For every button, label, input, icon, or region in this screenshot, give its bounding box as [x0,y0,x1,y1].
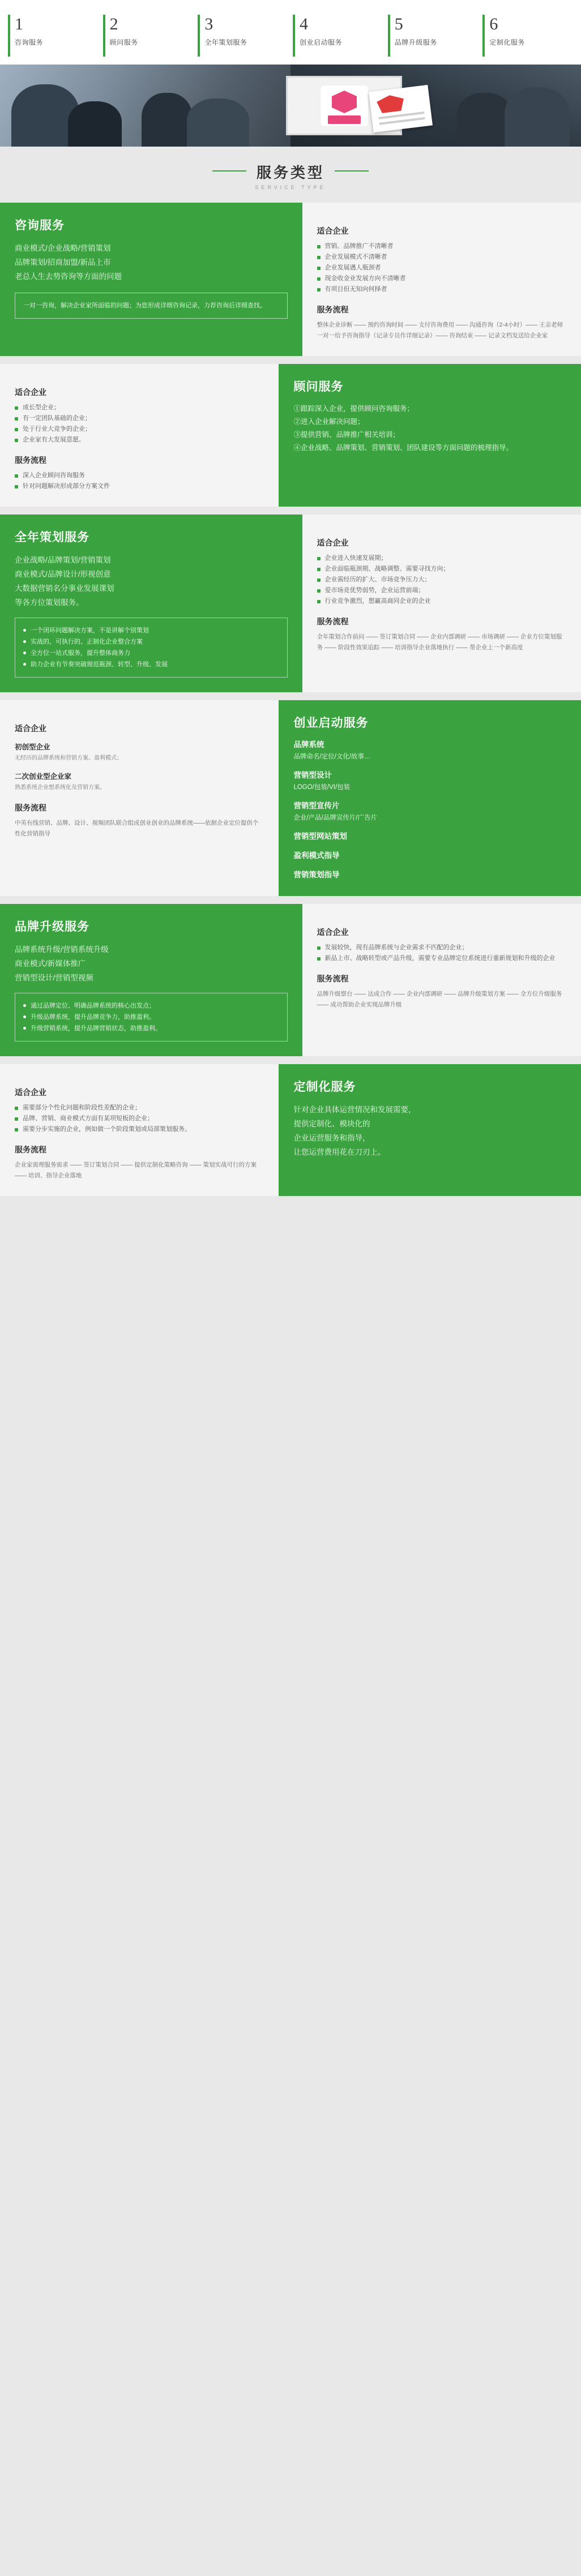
step-accent-bar [293,15,295,57]
step-label: 顾问服务 [109,38,138,46]
list-item: 需要部分个性化问题和阶段性差配的企业； [15,1103,264,1113]
yearplan-lead-line: 商业模式/品牌设计/形视创意 [15,570,111,578]
list-item: ②进入企业解决问题； [293,418,365,426]
list-item: 营销、品牌推广不清晰者 [317,241,566,252]
step-label: 全年策划服务 [204,38,247,46]
list-item: 针对问题解决形成部分方案文件 [15,481,264,492]
yearplan-suit-head: 适合企业 [317,538,349,547]
startup-suit-item-text: 无经历的品牌系统和营销方案、盈利模式； [15,755,122,761]
startup-suit-item-head: 二次创业型企业家 [15,773,72,781]
upgrade-flow-text: 品牌升级察台 —— 达成合作 —— 企业内部调研 —— 品牌升级策划方案 —— 全方位升级服务 —— 成功帮助企业实现品牌升级 [317,991,562,1008]
list-item: 有一定团队基础的企业； [15,413,264,424]
list-item: 升级品牌系统，提升品牌竞争力，助推盈利。 [23,1011,279,1023]
consult-title: 咨询服务 [15,219,65,232]
startup-suit-item-head: 初创型企业 [15,743,50,751]
poster-page [0,0,581,1204]
advisor-side-panel [0,364,279,507]
startup-feature-head: 品牌系统 [293,740,324,749]
upgrade-bullet-box [15,993,288,1041]
upgrade-main-panel [0,904,302,1056]
list-item: 现金收金业发展方向不清晰者 [317,273,566,284]
list-item: 全方位一站式服务，提升整体商务力 [23,648,279,659]
custom-side-panel [0,1064,279,1196]
custom-main-panel [279,1064,581,1196]
advisor-flow-list [15,470,264,492]
step-number: 2 [109,15,118,33]
advisor-suit-head: 适合企业 [15,388,46,397]
consult-main-panel [0,203,302,356]
service-block-startup [0,700,581,904]
consult-lead-line: 老总人生去势咨询等方面的问题 [15,272,122,281]
list-item: 企业家有大发展意愿。 [15,435,264,445]
step-number: 5 [394,15,403,33]
startup-feature-head: 营销策划指导 [293,871,340,879]
upgrade-flow-head: 服务流程 [317,974,349,983]
section-header [0,147,581,203]
consult-lead-line: 品牌策划/招商加盟/新品上市 [15,258,111,267]
yearplan-flow-text: 全年策划合作前问 —— 签订策划合同 —— 企业内部调研 —— 市场调研 —— 企业方位策划服务 —— 阶段性效果追踪 —— 培训指导企业落地执行 —— 帮企业上一个新高度 [317,633,562,651]
step-accent-bar [8,15,10,57]
shield-icon [376,93,405,114]
step-item-5[interactable] [386,12,481,50]
advisor-numbered-list [293,402,566,455]
step-accent-bar [103,15,105,57]
step-label: 定制化服务 [489,38,525,46]
list-item: 发展较快，现有品牌系统与企业需求不匹配的企业； [317,942,566,953]
startup-feature-head: 营销型设计 [293,771,332,779]
page-title: 服务类型 [257,161,324,182]
step-item-4[interactable] [290,12,386,50]
startup-side-panel [0,700,279,896]
step-number: 4 [300,15,309,33]
list-item: 助力企业有节奏突破规范瓶颈、转型、升级、发展 [23,659,279,670]
step-number: 3 [204,15,213,33]
person-silhouette [187,98,249,147]
startup-flow-text: 中英有线营销、品牌、设计、视频团队联合组成创业创业的品牌系统——依据企业定位提供个性化营销指导 [15,820,259,837]
list-item: ④企业战略、品牌策划、营销策划、团队建设等方面问题的梳理指导。 [293,444,513,452]
list-item: 处于行业大竞争的企业； [15,424,264,435]
yearplan-flow-head: 服务流程 [317,617,349,626]
custom-lead-line: 企业运营服务和指导， [293,1134,370,1142]
step-item-2[interactable] [101,12,196,50]
ribbon-shape [328,115,361,124]
service-block-custom [0,1064,581,1204]
advisor-title: 顾问服务 [293,380,344,393]
startup-feature-head: 盈利模式指导 [293,851,340,860]
step-item-3[interactable] [195,12,290,50]
step-accent-bar [482,15,485,57]
list-item: 新品上市、战略转型或产品升级，需要专业品牌定位系统进行重新规划和升级的企业 [317,953,566,964]
logo-badge [321,85,368,126]
advisor-main-panel [279,364,581,507]
step-accent-bar [388,15,390,57]
list-item: 实战的、可执行的、正制化企业整合方案 [23,636,279,648]
list-item: 升级营销系统，提升品牌营销状态，助推盈利。 [23,1023,279,1034]
advisor-flow-head: 服务流程 [15,456,46,465]
upgrade-suit-head: 适合企业 [317,928,349,937]
consult-lead-line: 商业模式/企业战略/营销策划 [15,244,111,252]
advisor-suit-list [15,402,264,445]
list-item: 企业发展遇人瓶颈者 [317,263,566,273]
consult-flow-text: 整体企业诊断 —— 预约咨询时间 —— 支付咨询费用 —— 沟通咨询（2-4小时）—— 王亲老师一对一给予咨询指导（记录专员作详细记录）—— 咨询结束 —— 记录文档发送给企业家 [317,322,563,339]
list-item: 成长型企业； [15,402,264,413]
list-item: 需要分步实施的企业，例如做一个阶段策划或局部策划服务。 [15,1124,264,1135]
service-block-yearplan [0,515,581,700]
list-item: 企业面临瓶颈期、战略调整、需要寻找方向； [317,564,566,575]
hexagon-icon [332,91,357,113]
upgrade-side-panel [302,904,581,1056]
step-label: 品牌升级服务 [394,38,437,46]
custom-flow-text: 企业家需理服务需求 —— 签订策划合同 —— 提供定制化策略咨询 —— 策划实战可行的方案 —— 培训、指导企业落地 [15,1161,257,1179]
step-number: 6 [489,15,498,33]
upgrade-lead-line: 品牌系统升级/营销系统升级 [15,945,109,954]
startup-main-panel [279,700,581,896]
step-accent-bar [198,15,200,57]
list-item: 行业竞争激烈，想赢高商同企业的企业 [317,596,566,607]
startup-suit-item-text: 熟悉系统企业想系统化及营销方案。 [15,785,105,791]
custom-flow-head: 服务流程 [15,1145,46,1154]
upgrade-lead-line: 营销型设计/营销型视频 [15,974,93,982]
consult-flow-head: 服务流程 [317,305,349,314]
consult-quote-box: 一对一咨询，解决企业家所面临的问题；为您形成详细咨询记录，力荐咨询后详细查找。 [15,293,288,319]
consult-suit-head: 适合企业 [317,226,349,235]
yearplan-title: 全年策划服务 [15,531,89,544]
step-item-1[interactable] [6,12,101,50]
service-block-consult [0,203,581,364]
list-item: 通过品牌定位、明确品牌系统的核心出发点； [23,1000,279,1011]
yearplan-bullet-box [15,618,288,678]
page-subtitle: SERVICE TYPE [255,185,326,190]
steps-strip [0,0,581,65]
custom-lead-line: 提供定制化、模块化的 [293,1120,370,1128]
service-block-advisor [0,364,581,515]
person-silhouette [68,101,122,147]
custom-suit-list [15,1103,264,1135]
list-item: 品牌、营销、商业模式方面有某项短板的企业； [15,1113,264,1124]
step-number: 1 [15,15,23,33]
step-label: 创业启动服务 [300,38,343,46]
list-item: 一个闭环问题解决方案，不是讲解个别策划 [23,625,279,636]
service-block-upgrade [0,904,581,1064]
step-label: 咨询服务 [15,38,44,46]
custom-lead-line: 针对企业具体运营情况和发展需要， [293,1105,416,1114]
consult-suit-list [317,241,566,295]
yearplan-suit-list [317,553,566,607]
yearplan-lead-line: 企业战略/品牌策划/营销策划 [15,556,111,564]
yearplan-main-panel [0,515,302,692]
hero-photo-banner [0,65,581,147]
consult-side-panel [302,203,581,356]
startup-feature-head: 营销型网站策划 [293,832,347,841]
startup-feature-sub: 企业/产品/品牌宣传片/广告片 [293,815,378,821]
startup-feature-sub: LOGO/包装/VI/包装 [293,784,351,791]
upgrade-suit-list [317,942,566,964]
step-item-6[interactable] [480,12,575,50]
list-item: 企业进入快速发展期； [317,553,566,564]
brochure-card [369,85,433,132]
startup-feature-head: 营销型宣传片 [293,801,340,810]
upgrade-title: 品牌升级服务 [15,920,89,933]
list-item: 企业发展模式不清晰者 [317,252,566,263]
list-item: 有项目但无知向何择者 [317,284,566,295]
list-item: 深入企业顾问咨询服务 [15,470,264,481]
yearplan-lead-line: 等各方位策划服务。 [15,598,84,607]
upgrade-lead-line: 商业模式/新媒体推广 [15,959,86,968]
person-silhouette [505,87,570,147]
list-item: ③提供营销、品牌推广相关培训； [293,431,400,439]
yearplan-side-panel [302,515,581,692]
custom-title: 定制化服务 [293,1081,356,1094]
startup-title: 创业启动服务 [293,717,369,730]
list-item: 爱市场竞优势弱势，企业运营前端； [317,585,566,596]
startup-suit-head: 适合企业 [15,724,46,733]
startup-feature-sub: 品牌命名/定位/文化/故事… [293,753,371,760]
custom-suit-head: 适合企业 [15,1088,46,1097]
list-item: 企业需经历的扩大、市场竞争压力大； [317,575,566,585]
list-item: ①跟踪深入企业，提供顾问咨询服务； [293,405,414,413]
person-silhouette [142,93,193,147]
yearplan-lead-line: 大数据营销名分事业发展课划 [15,584,114,593]
startup-flow-head: 服务流程 [15,803,46,812]
custom-lead-line: 让您运营费用花在刀刃上。 [293,1148,386,1156]
